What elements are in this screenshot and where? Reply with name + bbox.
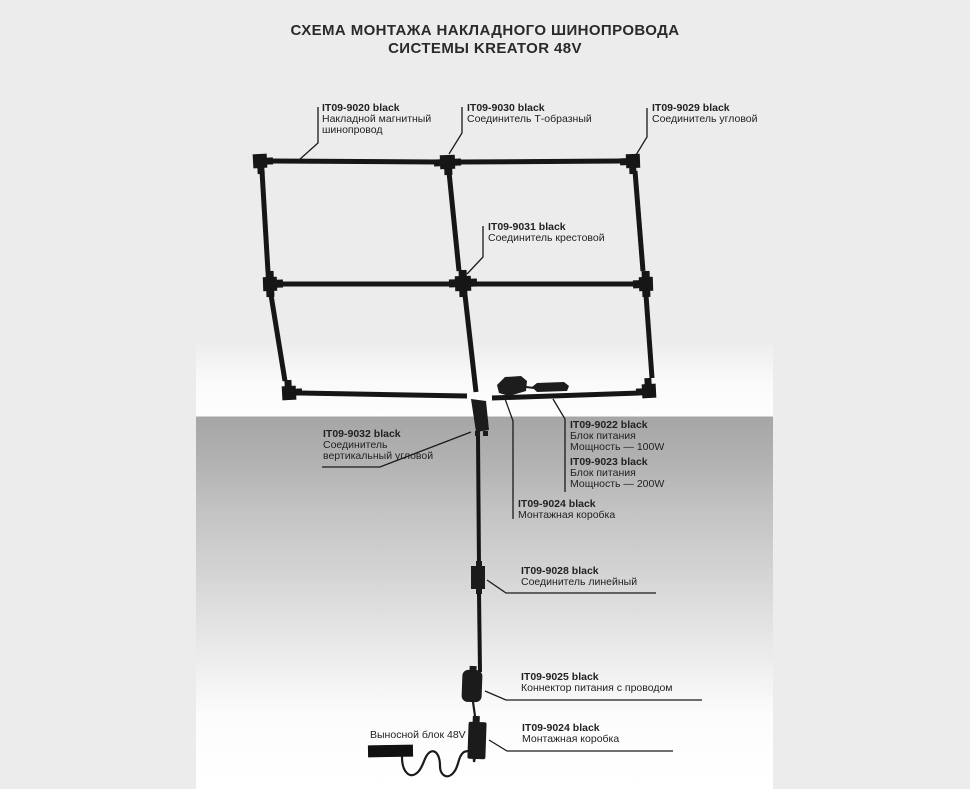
leader-track — [299, 107, 318, 160]
leader-cross-connector — [467, 226, 483, 274]
part-code: IT09-9023 black — [570, 456, 648, 468]
label-corner-connector — [652, 103, 757, 125]
ceiling-devices — [497, 376, 569, 396]
part-code: IT09-9028 black — [521, 565, 599, 577]
part-desc: вертикальный угловой — [323, 449, 434, 462]
part-code: IT09-9031 black — [488, 221, 566, 233]
label-track — [322, 103, 431, 135]
label-power-connector — [521, 672, 673, 694]
label-cross-connector — [488, 222, 605, 244]
part-desc: Блок питания — [570, 466, 636, 479]
vertical-corner-connector — [471, 399, 489, 432]
rail-vert-right-upper — [635, 171, 643, 271]
part-code: IT09-9024 black — [518, 498, 596, 510]
rail-vert-center-upper — [449, 172, 459, 271]
rail-top-left — [272, 161, 437, 162]
power-supply-unit — [532, 382, 569, 392]
rail-vert-left-lower — [271, 295, 285, 381]
label-psu-200w — [570, 457, 664, 489]
corner-connector-top-left — [253, 153, 274, 174]
part-desc: Соединитель — [323, 438, 388, 451]
part-desc: Монтажная коробка — [522, 732, 620, 745]
part-code: IT09-9030 black — [467, 102, 545, 114]
label-junction-box-mid — [518, 499, 615, 521]
part-desc: Соединитель Т-образный — [467, 112, 592, 125]
linear-connector — [471, 561, 485, 594]
part-desc: Соединитель крестовой — [488, 231, 605, 244]
t-connector-mid-left — [263, 271, 284, 298]
rail-vert-left-upper — [262, 171, 268, 272]
leader-psu — [553, 399, 565, 492]
rail-vert-right-lower — [646, 295, 652, 378]
supply-cable — [402, 751, 476, 776]
label-vertical-corner-connector — [323, 429, 433, 461]
part-code: IT09-9029 black — [652, 102, 730, 114]
rail-top-right — [459, 161, 621, 162]
drop-rail-upper — [478, 436, 479, 567]
t-connector-mid-right — [633, 271, 654, 298]
part-code: IT09-9025 black — [521, 671, 599, 683]
label-linear-connector — [521, 566, 637, 588]
vertical-corner-connector-foot — [483, 431, 488, 436]
part-desc: Накладной магнитный — [322, 112, 432, 125]
linear-connector-body — [471, 566, 485, 589]
part-desc: Мощность — 100W — [570, 440, 665, 453]
corner-connector-bottom-left — [281, 379, 302, 400]
part-desc: Соединитель линейный — [521, 575, 638, 588]
part-code: IT09-9032 black — [323, 428, 401, 440]
part-code: IT09-9020 black — [322, 102, 400, 114]
label-t-connector — [467, 103, 592, 125]
power-feed-connector — [461, 666, 482, 703]
power-feed-body — [461, 670, 482, 703]
grid-connectors — [253, 153, 657, 400]
rail-bottom-left — [300, 393, 467, 396]
corner-connector-bottom-right — [635, 378, 656, 399]
leader-junction-box-mid — [504, 396, 513, 519]
junction-box-body — [467, 722, 486, 760]
title-line-2: СИСТЕМЫ KREATOR 48V — [388, 40, 582, 57]
part-desc: шинопровод — [322, 123, 383, 136]
leader-t-connector — [449, 107, 462, 154]
part-code: IT09-9024 black — [522, 722, 600, 734]
part-desc: Соединитель угловой — [652, 112, 758, 125]
part-desc: Выносной блок 48V — [370, 729, 466, 741]
label-junction-box-bottom — [522, 723, 619, 745]
part-desc: Коннектор питания с проводом — [521, 681, 673, 694]
part-desc: Монтажная коробка — [518, 508, 616, 521]
page-title — [0, 22, 970, 58]
t-connector-top — [434, 155, 462, 176]
leader-corner-connector — [636, 108, 647, 155]
title-line-1: СХЕМА МОНТАЖА НАКЛАДНОГО ШИНОПРОВОДА — [290, 22, 680, 39]
part-desc: Блок питания — [570, 429, 636, 442]
drop-rail-lower — [479, 593, 480, 672]
cross-connector — [449, 270, 478, 298]
part-desc: Мощность — 200W — [570, 477, 665, 490]
label-psu-100w — [570, 420, 664, 452]
remote-48v-block — [368, 745, 413, 758]
rail-vert-center-lower — [465, 295, 476, 392]
label-remote-block — [370, 730, 466, 741]
junction-box-ceiling — [497, 376, 527, 396]
vertical-corner-connector-foot — [475, 431, 480, 436]
part-code: IT09-9022 black — [570, 419, 648, 431]
